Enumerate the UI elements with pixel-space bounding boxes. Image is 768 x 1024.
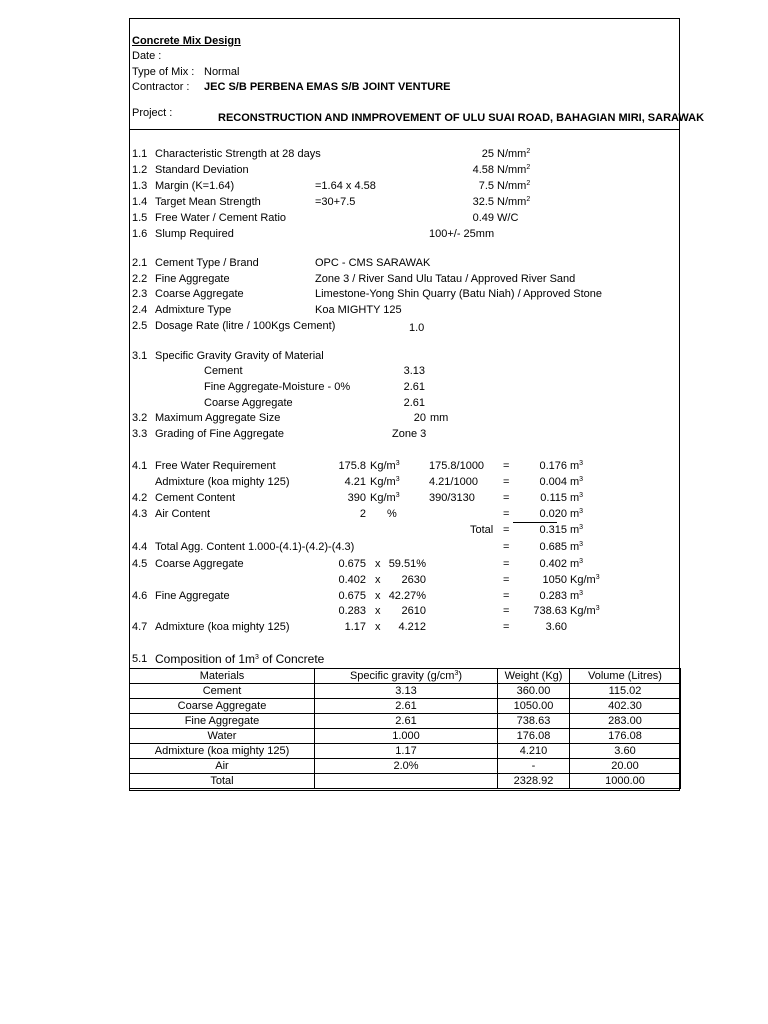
agg-unit: $m^3$ (570, 541, 584, 553)
agg-result-unit-sup: 3 (579, 558, 584, 565)
material-value: OPC - CMS SARAWAK (315, 257, 431, 269)
item-calc: =30+7.5 (315, 196, 356, 208)
material-num: 2.1 (132, 257, 148, 269)
item-label: Free Water / Cement Ratio (155, 212, 287, 224)
item-unit-sup: 2 (526, 148, 531, 155)
agg-times: x (375, 605, 381, 617)
agg-factor-b: 2630 (401, 574, 426, 586)
coarse-label: Coarse Aggregate (155, 558, 244, 570)
calc-result: 0.004 (539, 476, 567, 488)
material-num: 2.3 (132, 288, 148, 301)
agg-result-unit (570, 573, 600, 587)
fine-num: 4.6 (132, 590, 148, 602)
agg-value: 0.685 (539, 541, 567, 553)
specific-gravity: 1.000 (315, 729, 498, 744)
calc-result-unit-text: m (570, 460, 580, 472)
item-unit-sup: 2 (526, 196, 531, 203)
total-eq: = (503, 524, 510, 536)
calc-result-unit-sup: 3 (579, 476, 584, 483)
item-unit (497, 179, 530, 193)
material-name: Total (130, 774, 315, 789)
calc-label: Admixture (koa mighty 125) (155, 476, 290, 488)
weight: 4.210 (498, 744, 570, 759)
composition-row (130, 729, 681, 744)
calc-result-unit-sup: 3 (579, 492, 584, 499)
project-value: RECONSTRUCTION AND INMPROVEMENT OF ULU SUAI ROAD, BAHAGIAN MIRI, SARAWAK (218, 112, 705, 124)
calc-label: Cement Content (155, 492, 236, 504)
calc-result-unit-text: m (570, 508, 580, 520)
calc-result-unit (570, 507, 583, 521)
item-value: 100+/- 25mm (429, 228, 495, 240)
calc-result: 0.115 (540, 492, 567, 504)
material-name: Water (130, 729, 315, 744)
calc-qty: 2 (359, 508, 366, 520)
agg-result-unit-text: Kg/m (570, 574, 596, 586)
item-value: 32.5 (472, 196, 494, 208)
composition-row (130, 684, 681, 699)
calc-result: 0.176 (539, 460, 567, 472)
material-value: Koa MIGHTY 125 (315, 304, 402, 317)
agg-factor-b: 4.212 (398, 621, 426, 633)
grading-label: Grading of Fine Aggregate (155, 428, 285, 440)
calc-eq: = (503, 460, 510, 472)
fine-label: Fine Aggregate (155, 590, 230, 602)
agg-result: 3.60 (545, 621, 567, 633)
calc-result-unit-text: m (570, 492, 580, 504)
item-unit-text: N/mm (497, 196, 527, 208)
agg-factor-a: 0.675 (338, 558, 366, 570)
volume: 1000.00 (570, 774, 681, 789)
item-label: Characteristic Strength at 28 days (155, 148, 321, 160)
agg-num: 4.4 (132, 541, 148, 553)
material-value: Limestone-Yong Shin Quarry (Batu Niah) / Approved Stone (315, 288, 602, 301)
total-value: 0.315 (539, 524, 567, 536)
item-num: 1.1 (132, 148, 148, 160)
agg-result: 738.63 (533, 605, 567, 617)
calc-result-unit (570, 491, 583, 505)
item-value: 4.58 (472, 164, 494, 176)
sg-material-value: 3.13 (403, 365, 425, 377)
item-num: 1.3 (132, 180, 148, 192)
item-label: Standard Deviation (155, 164, 249, 176)
agg-eq: = (503, 558, 510, 570)
composition-row (130, 774, 681, 789)
composition-row (130, 714, 681, 729)
grading-value: Zone 3 (392, 428, 427, 440)
volume: 20.00 (570, 759, 681, 774)
calc-label: Free Water Requirement (155, 460, 276, 472)
item-num: 1.2 (132, 164, 148, 176)
header-divider (129, 129, 680, 130)
agg-result: 1050 (542, 574, 567, 586)
item-unit-sup: 2 (526, 180, 531, 187)
item-unit-text: W/C (497, 212, 519, 224)
sg-material-value: 2.61 (403, 381, 425, 393)
contractor-value: JEC S/B PERBENA EMAS S/B JOINT VENTURE (204, 81, 451, 93)
calc-qty-unit (370, 491, 400, 505)
agg-result: 0.283 (539, 590, 567, 602)
item-calc: =1.64 x 4.58 (315, 180, 376, 192)
material-label: Dosage Rate (litre / 100Kgs Cement) (155, 319, 336, 332)
agg-times: x (375, 574, 381, 586)
item-value: 7.5 (478, 180, 494, 192)
calc-result-unit-sup: 3 (579, 508, 584, 515)
calc-num: 4.3 (132, 508, 148, 520)
col-volume: Volume (Litres) (570, 669, 681, 684)
agg-result-unit-text: m (570, 590, 580, 602)
material-value: Zone 3 / River Sand Ulu Tatau / Approved River Sand (315, 272, 576, 285)
calc-qty-unit-text: Kg/m (370, 460, 396, 472)
calc-qty-unit: % (387, 508, 397, 520)
weight: 738.63 (498, 714, 570, 729)
agg-result-unit (570, 589, 583, 603)
calc-qty-unit (370, 459, 400, 473)
material-name: Air (130, 759, 315, 774)
weight: 176.08 (498, 729, 570, 744)
calc-qty: 390 (347, 492, 366, 504)
col-weight: Weight (Kg) (498, 669, 570, 684)
agg-times: x (375, 558, 381, 570)
agg-eq: = (503, 621, 510, 633)
volume: 115.02 (570, 684, 681, 699)
coarse-num: 4.5 (132, 558, 148, 570)
col-materials: Materials (130, 669, 315, 684)
agg-times: x (375, 621, 381, 633)
weight: 1050.00 (498, 699, 570, 714)
calc-eq: = (503, 476, 510, 488)
calc-result-unit (570, 475, 583, 489)
weight: 360.00 (498, 684, 570, 699)
calc-qty: 175.8 (338, 460, 366, 472)
agg-result: 0.402 (539, 558, 567, 570)
calc-result-unit-text: m (570, 476, 580, 488)
material-label: Cement Type / Brand (155, 257, 259, 269)
agg-result-unit-sup: 3 (595, 605, 600, 612)
weight: 2328.92 (498, 774, 570, 789)
calc-formula: 4.21/1000 (429, 476, 478, 488)
material-num: 2.4 (132, 304, 148, 317)
agg-eq: = (503, 541, 510, 553)
agg-result-unit-sup: 3 (579, 590, 584, 597)
max-size-value: 20 (413, 412, 426, 424)
material-label: Coarse Aggregate (155, 288, 244, 301)
material-num: 2.2 (132, 272, 148, 285)
item-label: Slump Required (155, 228, 234, 240)
specific-gravity: 2.61 (315, 699, 498, 714)
item-unit (497, 195, 530, 209)
agg-eq: = (503, 574, 510, 586)
composition-title: Composition of $1m^3$ of Concrete (155, 652, 325, 666)
sg-num: 3.1 (132, 350, 148, 362)
calc-formula: 390/3130 (429, 492, 475, 504)
calc-qty-unit-sup: 3 (395, 492, 400, 499)
composition-header-row (130, 669, 681, 684)
item-unit-sup: 2 (526, 164, 531, 171)
agg-result-unit (570, 604, 600, 618)
max-size-unit: mm (430, 412, 449, 424)
sheet-title: Concrete Mix Design (132, 35, 241, 47)
agg-factor-b: 2610 (401, 605, 426, 617)
material-name: Coarse Aggregate (130, 699, 315, 714)
agg-result-unit-text: m (570, 558, 580, 570)
sg-material-name: Cement (204, 365, 243, 377)
calc-label: Air Content (155, 508, 211, 520)
admix-label: Admixture (koa mighty 125) (155, 621, 290, 633)
project-label: Project : (132, 107, 173, 119)
item-label: Target Mean Strength (155, 196, 261, 208)
agg-factor-a: 1.17 (344, 621, 366, 633)
calc-num: 4.2 (132, 492, 148, 504)
weight: - (498, 759, 570, 774)
item-unit-text: N/mm (497, 164, 527, 176)
composition-row (130, 759, 681, 774)
composition-table (129, 668, 681, 789)
calc-qty-unit-text: Kg/m (370, 492, 396, 504)
type-value: Normal (204, 66, 240, 78)
material-name: Cement (130, 684, 315, 699)
specific-gravity: 1.17 (315, 744, 498, 759)
agg-factor-b: 42.27% (388, 590, 426, 602)
composition-num: 5.1 (132, 653, 148, 665)
admix-num: 4.7 (132, 621, 148, 633)
calc-qty-unit-text: Kg/m (370, 476, 396, 488)
col-specific-gravity: Specific gravity $(g/cm^3)$ (315, 669, 498, 684)
agg-eq: = (503, 590, 510, 602)
date-label: Date : (132, 50, 162, 62)
material-name: Fine Aggregate (130, 714, 315, 729)
material-label: Fine Aggregate (155, 272, 230, 285)
calc-qty-unit-sup: 3 (395, 460, 400, 467)
material-name: Admixture (koa mighty 125) (130, 744, 315, 759)
item-label: Margin (K=1.64) (155, 180, 235, 192)
contractor-label: Contractor : (132, 81, 190, 93)
item-unit (497, 147, 530, 161)
grading-num: 3.3 (132, 428, 148, 440)
agg-factor-b: 59.51% (388, 558, 426, 570)
agg-label: Total Agg. Content 1.000-(4.1)-(4.2)-(4.3) (155, 541, 355, 553)
calc-eq: = (503, 508, 510, 520)
item-unit (497, 163, 530, 177)
calc-result: 0.020 (539, 508, 567, 520)
item-value: 0.49 (472, 212, 494, 224)
calc-eq: = (503, 492, 510, 504)
specific-gravity (315, 774, 498, 789)
specific-gravity: 2.61 (315, 714, 498, 729)
max-size-num: 3.2 (132, 412, 148, 424)
calc-result-unit (570, 459, 583, 473)
max-size-label: Maximum Aggregate Size (155, 412, 281, 424)
item-num: 1.5 (132, 212, 148, 224)
specific-gravity: 3.13 (315, 684, 498, 699)
item-num: 1.4 (132, 196, 148, 208)
calc-qty-unit (370, 475, 400, 489)
agg-result-unit-sup: 3 (595, 574, 600, 581)
total-unit: $m^3$ (570, 524, 584, 536)
sg-label: Specific Gravity Gravity of Material (155, 350, 324, 362)
material-label: Admixture Type (155, 304, 232, 317)
item-num: 1.6 (132, 228, 148, 240)
material-num: 2.5 (132, 319, 148, 332)
agg-factor-a: 0.283 (338, 605, 366, 617)
composition-row (130, 744, 681, 759)
agg-result-unit-text: Kg/m (570, 605, 596, 617)
agg-result-unit (570, 557, 583, 571)
item-value: 25 (481, 148, 494, 160)
agg-eq: = (503, 605, 510, 617)
calc-qty: 4.21 (344, 476, 366, 488)
agg-factor-a: 0.675 (338, 590, 366, 602)
calc-num: 4.1 (132, 460, 148, 472)
material-value: 1.0 (409, 321, 425, 334)
type-label: Type of Mix : (132, 66, 195, 78)
total-label: Total (470, 524, 494, 536)
sg-material-name: Coarse Aggregate (204, 397, 293, 409)
agg-times: x (375, 590, 381, 602)
agg-factor-a: 0.402 (338, 574, 366, 586)
specific-gravity: 2.0% (315, 759, 498, 774)
calc-qty-unit-sup: 3 (395, 476, 400, 483)
volume: 3.60 (570, 744, 681, 759)
volume: 402.30 (570, 699, 681, 714)
item-unit (497, 211, 518, 225)
sg-material-name: Fine Aggregate-Moisture - 0% (204, 381, 351, 393)
sg-material-value: 2.61 (403, 397, 425, 409)
item-unit-text: N/mm (497, 180, 527, 192)
item-unit-text: N/mm (497, 148, 527, 160)
calc-formula: 175.8/1000 (429, 460, 485, 472)
volume: 283.00 (570, 714, 681, 729)
composition-row (130, 699, 681, 714)
volume: 176.08 (570, 729, 681, 744)
calc-result-unit-sup: 3 (579, 460, 584, 467)
